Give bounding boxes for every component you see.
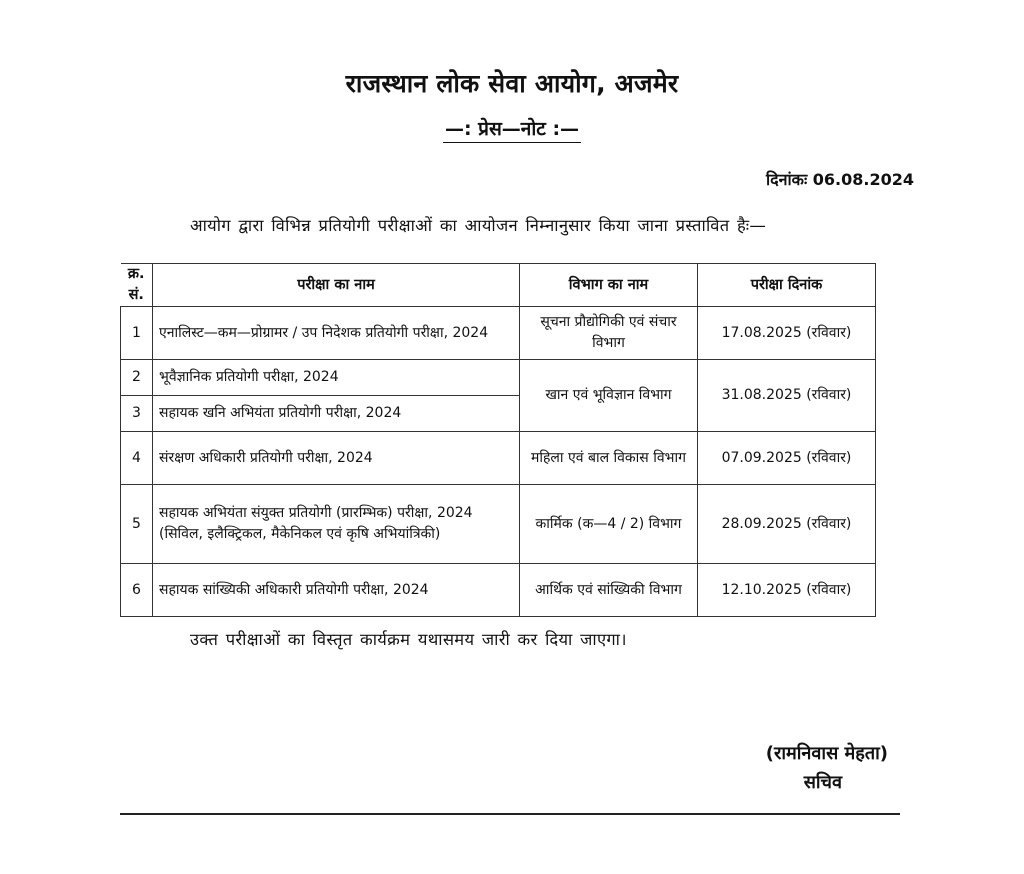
- table-header-row: [121, 264, 876, 307]
- row-exam-name: सहायक खनि अभियंता प्रतियोगी परीक्षा, 2024: [153, 396, 520, 432]
- row-department: महिला एवं बाल विकास विभाग: [520, 432, 698, 485]
- row-exam-name: भूवैज्ञानिक प्रतियोगी परीक्षा, 2024: [153, 360, 520, 396]
- row-exam-date: 17.08.2025 (रविवार): [698, 307, 876, 360]
- row-serial: 3: [121, 396, 153, 432]
- press-note-heading: [0, 115, 1024, 141]
- document-title: राजस्थान लोक सेवा आयोग, अजमेर: [345, 69, 679, 98]
- header-department: विभाग का नाम: [520, 264, 698, 307]
- table-row: [121, 485, 876, 564]
- row-exam-name: सहायक सांख्यिकी अधिकारी प्रतियोगी परीक्षा, 2024: [153, 564, 520, 617]
- document-date: दिनांकः 06.08.2024: [766, 170, 914, 189]
- signatory-name: (रामनिवास मेहता): [765, 743, 888, 764]
- row-exam-name: संरक्षण अधिकारी प्रतियोगी परीक्षा, 2024: [153, 432, 520, 485]
- row-exam-date: 28.09.2025 (रविवार): [698, 485, 876, 564]
- row-serial: 5: [121, 485, 153, 564]
- row-exam-date: 12.10.2025 (रविवार): [698, 564, 876, 617]
- table-row: [121, 564, 876, 617]
- row-exam-name: सहायक अभियंता संयुक्त प्रतियोगी (प्रारम्भिक) परीक्षा, 2024 (सिविल, इलैक्ट्रिकल, मैकेनिकल एवं कृषि अभियांत्रिकी): [153, 485, 520, 564]
- header-exam-date: परीक्षा दिनांक: [698, 264, 876, 307]
- table-row: [121, 360, 876, 396]
- row-department: आर्थिक एवं सांख्यिकी विभाग: [520, 564, 698, 617]
- exam-schedule-table: [120, 263, 876, 617]
- row-serial: 6: [121, 564, 153, 617]
- table-row: [121, 307, 876, 360]
- row-exam-date: 07.09.2025 (रविवार): [698, 432, 876, 485]
- row-department: कार्मिक (क—4 / 2) विभाग: [520, 485, 698, 564]
- table-row: [121, 432, 876, 485]
- intro-paragraph: आयोग द्वारा विभिन्न प्रतियोगी परीक्षाओं का आयोजन निम्नानुसार किया जाना प्रस्तावित हैः—: [190, 216, 767, 235]
- header-exam-name: परीक्षा का नाम: [153, 264, 520, 307]
- row-serial: 2: [121, 360, 153, 396]
- row-serial: 1: [121, 307, 153, 360]
- closing-paragraph: उक्त परीक्षाओं का विस्तृत कार्यक्रम यथासमय जारी कर दिया जाएगा।: [190, 630, 627, 649]
- bottom-rule: [120, 813, 900, 815]
- row-department: सूचना प्रौद्योगिकी एवं संचार विभाग: [520, 307, 698, 360]
- row-exam-date: 31.08.2025 (रविवार): [698, 360, 876, 432]
- signatory-designation: सचिव: [803, 772, 842, 793]
- row-department: खान एवं भूविज्ञान विभाग: [520, 360, 698, 432]
- row-serial: 4: [121, 432, 153, 485]
- press-note-label: —: प्रेस—नोट :—: [443, 118, 581, 143]
- row-exam-name: एनालिस्ट—कम—प्रोग्रामर / उप निदेशक प्रतियोगी परीक्षा, 2024: [153, 307, 520, 360]
- header-serial: क्र. सं.: [121, 264, 153, 307]
